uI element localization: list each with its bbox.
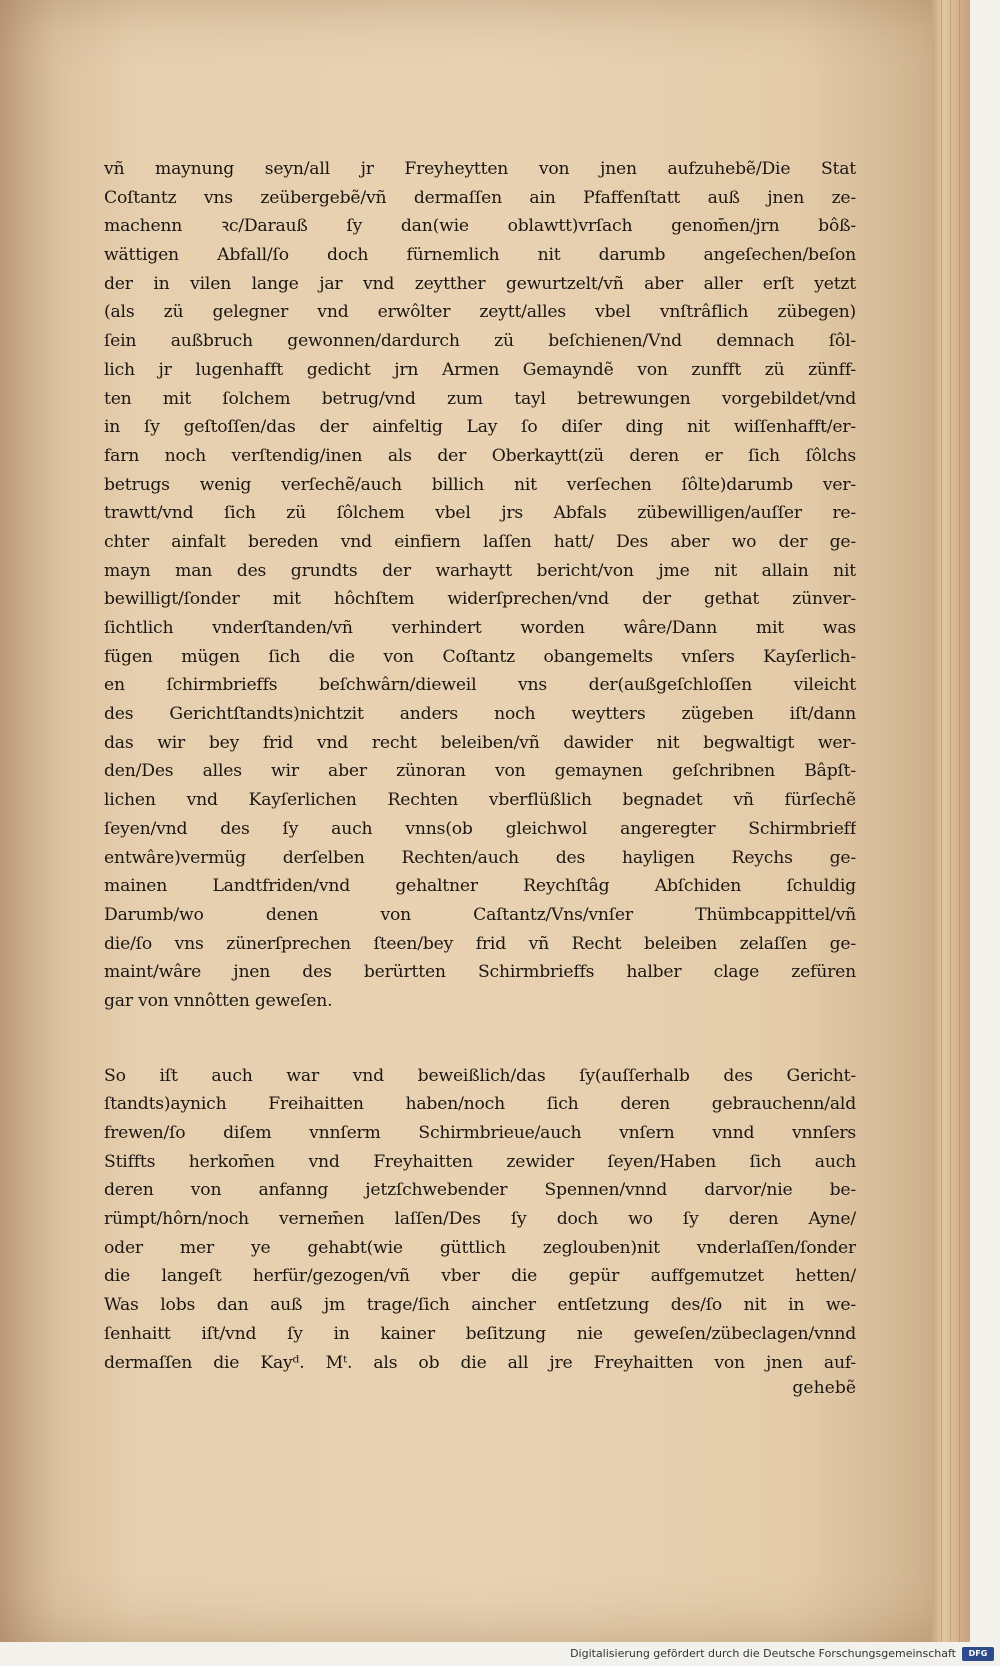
- text-line: fügen mügen ſich die von Coſtantz obangemelts vnſers Kayſerlich-: [104, 646, 856, 667]
- text-line: ſenhaitt iſt/vnd ſy in kainer beſitzung nie geweſen/zübeclagen/vnnd: [104, 1323, 856, 1344]
- text-line: rümpt/hôrn/noch vernem̄en laſſen/Des ſy doch wo ſy deren Ayne/: [104, 1209, 856, 1230]
- paragraph-1: [104, 155, 856, 1016]
- text-line: lichen vnd Kayſerlichen Rechten vberflüßlich begnadet vñ fürſechẽ: [104, 790, 856, 811]
- text-line: trawtt/vnd ſich zü ſôlchem vbel jrs Abfals zübewilligen/auſſer re-: [104, 503, 856, 524]
- text-block: [104, 155, 856, 1377]
- text-line: (als zü gelegner vnd erwôlter zeytt/alles vbel vnſtrâflich zübegen): [104, 302, 856, 323]
- text-line: Coſtantz vns zeübergebẽ/vñ dermaſſen ain Pfaffenſtatt auß jnen ze-: [104, 187, 856, 208]
- page-edge-line: [941, 0, 942, 1642]
- text-line: frewen/ſo diſem vnnſerm Schirmbrieue/auch vnſern vnnd vnnſers: [104, 1123, 856, 1143]
- text-line: mainen Landtfriden/vnd gehaltner Reychſtâg Abſchiden ſchuldig: [104, 876, 856, 897]
- text-line: ſein außbruch gewonnen/dardurch zü beſchienen/Vnd demnach ſôl-: [104, 331, 856, 352]
- text-line: wättigen Abfall/ſo doch fürnemlich nit darumb angeſechen/beſon: [104, 245, 856, 266]
- text-line: betrugs wenig verſechẽ/auch billich nit verſechen ſôlte)darumb ver-: [104, 474, 856, 495]
- text-line: oder mer ye gehabt(wie güttlich zeglouben)nit vnderlaſſen/ſonder: [104, 1237, 856, 1258]
- footer-bar: [0, 1644, 1000, 1666]
- text-line: Darumb/wo denen von Caſtantz/Vns/vnſer Thümbcappittel/vñ: [104, 904, 856, 925]
- funding-notice: Digitalisierung gefördert durch die Deutsche Forschungsgemeinschaft: [570, 1647, 956, 1660]
- text-line: lich jr lugenhafft gedicht jrn Armen Gemayndẽ von zunfft zü zünff-: [104, 359, 856, 380]
- text-line: mayn man des grundts der warhaytt bericht/von jme nit allain nit: [104, 560, 856, 581]
- text-line: in ſy geſtoſſen/das der ainfeltig Lay ſo diſer ding nit wiſſenhafft/er-: [104, 417, 856, 438]
- text-line: des Gerichtſtandts)nichtzit anders noch weytters zügeben iſt/dann: [104, 704, 856, 725]
- text-line: deren von anfanng jetzſchwebender Spennen/vnnd darvor/nie be-: [104, 1180, 856, 1201]
- catchword: gehebẽ: [792, 1378, 856, 1398]
- text-line: ten mit ſolchem betrug/vnd zum tayl betrewungen vorgebildet/vnd: [104, 388, 856, 409]
- text-line: entwâre)vermüg derſelben Rechten/auch des hayligen Reychs ge-: [104, 847, 856, 868]
- text-line: die/ſo vns zünerſprechen ſteen/bey frid vñ Recht beleiben zelaſſen ge-: [104, 933, 856, 954]
- text-line: ſichtlich vnderſtanden/vñ verhindert worden wâre/Dann mit was: [104, 618, 856, 638]
- page-edge-line: [950, 0, 951, 1642]
- text-line: chter ainfalt bereden vnd einfiern laſſen hatt/ Des aber wo der ge-: [104, 531, 856, 552]
- paragraph-gap: [104, 1016, 856, 1062]
- text-line: den/Des alles wir aber zünoran von gemaynen geſchribnen Bâpſt-: [104, 761, 856, 782]
- text-line: maint/wâre jnen des berürtten Schirmbrieffs halber clage zefüren: [104, 962, 856, 983]
- text-line: das wir bey frid vnd recht beleiben/vñ dawider nit begwaltigt wer-: [104, 732, 856, 753]
- text-line: farn noch verſtendig/inen als der Oberkaytt(zü deren er ſich ſôlchs: [104, 445, 856, 466]
- page-edge-line: [959, 0, 960, 1642]
- text-line: machenn ꝛc/Darauß ſy dan(wie oblawtt)vrſach genom̄en/jrn bôß-: [104, 216, 856, 237]
- text-line: der in vilen lange jar vnd zeytther gewurtzelt/vñ aber aller erſt yetzt: [104, 273, 856, 294]
- page-edge: [932, 0, 970, 1642]
- text-line: ſeyen/vnd des ſy auch vnns(ob gleichwol angeregter Schirmbrieff: [104, 818, 856, 839]
- text-line: en ſchirmbrieffs beſchwârn/dieweil vns der(außgeſchloſſen vileicht: [104, 675, 856, 696]
- text-line: gar von vnnôtten geweſen.: [104, 990, 333, 1011]
- text-line: ſtandts)aynich Freihaitten haben/noch ſich deren gebrauchenn/ald: [104, 1094, 856, 1115]
- text-line: So iſt auch war vnd beweißlich/das ſy(auſſerhalb des Gericht-: [104, 1065, 856, 1086]
- text-line: vñ maynung seyn/all jr Freyheytten von jnen aufzuhebẽ/Die Stat: [104, 159, 856, 179]
- dfg-logo-icon: DFG: [962, 1647, 994, 1661]
- text-line: Stiffts herkom̄en vnd Freyhaitten zewider ſeyen/Haben ſich auch: [104, 1151, 856, 1172]
- paragraph-2: [104, 1062, 856, 1378]
- text-line: dermaſſen die Kayᵈ. Mᵗ. als ob die all jre Freyhaitten von jnen auf-: [104, 1352, 856, 1373]
- text-line: bewilligt/ſonder mit hôchſtem widerſprechen/vnd der gethat zünver-: [104, 589, 856, 610]
- text-line: die langeſt herfür/gezogen/vñ vber die gepür auffgemutzet hetten/: [104, 1266, 856, 1287]
- text-line: Was lobs dan auß jm trage/ſich aincher entſetzung des/ſo nit in we-: [104, 1295, 856, 1316]
